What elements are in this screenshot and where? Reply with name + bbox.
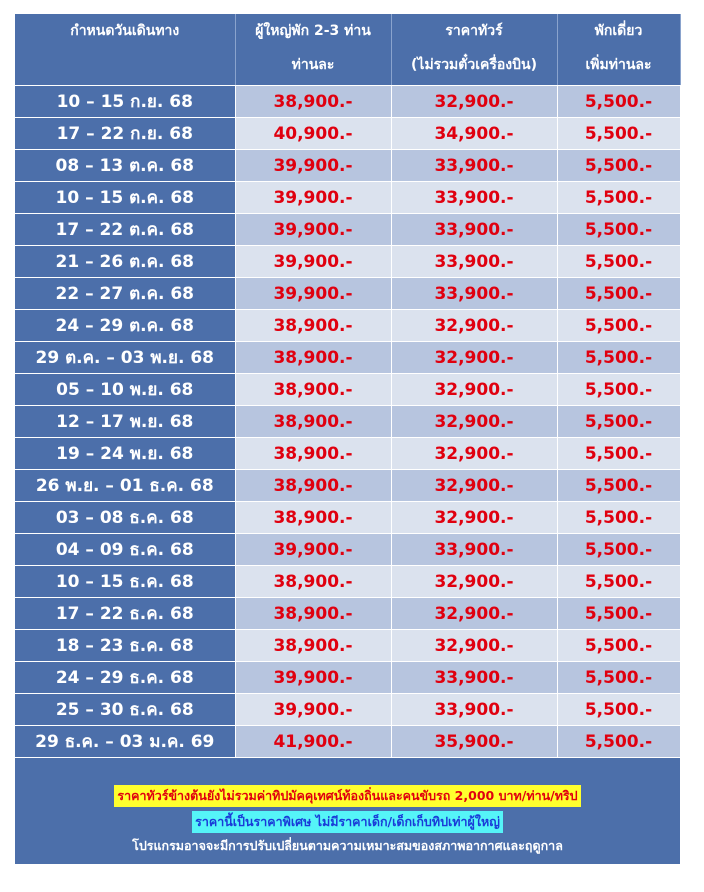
travel-date-cell: 12 – 17 พ.ย. 68 bbox=[15, 406, 235, 438]
table-row bbox=[15, 566, 680, 598]
travel-date-cell: 17 – 22 ต.ค. 68 bbox=[15, 214, 235, 246]
single-supplement-cell: 5,500.- bbox=[557, 150, 680, 182]
tour-price-cell: 32,900.- bbox=[391, 566, 557, 598]
table-row bbox=[15, 726, 680, 758]
travel-date-cell: 18 – 23 ธ.ค. 68 bbox=[15, 630, 235, 662]
tour-price-cell: 32,900.- bbox=[391, 342, 557, 374]
table-body bbox=[15, 86, 680, 758]
single-supplement-cell: 5,500.- bbox=[557, 214, 680, 246]
table-row bbox=[15, 598, 680, 630]
program-change-note: โปรแกรมอาจจะมีการปรับเปลี่ยนตามความเหมาะสมของสภาพอากาศและฤดูกาล bbox=[132, 838, 563, 853]
adult-price-cell: 39,900.- bbox=[235, 246, 391, 278]
table-row bbox=[15, 214, 680, 246]
adult-price-cell: 39,900.- bbox=[235, 150, 391, 182]
single-supplement-cell: 5,500.- bbox=[557, 118, 680, 150]
travel-date-cell: 26 พ.ย. – 01 ธ.ค. 68 bbox=[15, 470, 235, 502]
tour-price-cell: 32,900.- bbox=[391, 86, 557, 118]
adult-price-cell: 38,900.- bbox=[235, 566, 391, 598]
header-adult-price bbox=[235, 14, 391, 86]
travel-date-cell: 24 – 29 ต.ค. 68 bbox=[15, 310, 235, 342]
adult-price-cell: 38,900.- bbox=[235, 310, 391, 342]
travel-date-cell: 25 – 30 ธ.ค. 68 bbox=[15, 694, 235, 726]
header-tour-price-line2: (ไม่รวมตั๋วเครื่องบิน) bbox=[411, 57, 537, 73]
table-row bbox=[15, 86, 680, 118]
tour-price-cell: 34,900.- bbox=[391, 118, 557, 150]
travel-date-cell: 03 – 08 ธ.ค. 68 bbox=[15, 502, 235, 534]
header-single-supplement bbox=[557, 14, 680, 86]
special-price-note: ราคานี้เป็นราคาพิเศษ ไม่มีราคาเด็ก/เด็กเก็บทิปเท่าผู้ใหญ่ bbox=[192, 811, 503, 833]
travel-date-cell: 10 – 15 ต.ค. 68 bbox=[15, 182, 235, 214]
single-supplement-cell: 5,500.- bbox=[557, 662, 680, 694]
travel-date-cell: 08 – 13 ต.ค. 68 bbox=[15, 150, 235, 182]
header-tour-price bbox=[391, 14, 557, 86]
travel-date-cell: 10 – 15 ก.ย. 68 bbox=[15, 86, 235, 118]
table-row bbox=[15, 342, 680, 374]
single-supplement-cell: 5,500.- bbox=[557, 406, 680, 438]
single-supplement-cell: 5,500.- bbox=[557, 630, 680, 662]
tour-price-cell: 35,900.- bbox=[391, 726, 557, 758]
single-supplement-cell: 5,500.- bbox=[557, 598, 680, 630]
single-supplement-cell: 5,500.- bbox=[557, 374, 680, 406]
adult-price-cell: 39,900.- bbox=[235, 694, 391, 726]
tour-price-cell: 32,900.- bbox=[391, 630, 557, 662]
tour-price-cell: 33,900.- bbox=[391, 662, 557, 694]
tour-price-cell: 33,900.- bbox=[391, 214, 557, 246]
tour-price-cell: 33,900.- bbox=[391, 182, 557, 214]
single-supplement-cell: 5,500.- bbox=[557, 566, 680, 598]
single-supplement-cell: 5,500.- bbox=[557, 310, 680, 342]
adult-price-cell: 41,900.- bbox=[235, 726, 391, 758]
travel-date-cell: 29 ต.ค. – 03 พ.ย. 68 bbox=[15, 342, 235, 374]
tour-price-cell: 33,900.- bbox=[391, 246, 557, 278]
adult-price-cell: 38,900.- bbox=[235, 342, 391, 374]
single-supplement-cell: 5,500.- bbox=[557, 726, 680, 758]
table-row bbox=[15, 118, 680, 150]
single-supplement-cell: 5,500.- bbox=[557, 438, 680, 470]
header-travel-date-line1: กำหนดวันเดินทาง bbox=[70, 23, 180, 39]
travel-date-cell: 10 – 15 ธ.ค. 68 bbox=[15, 566, 235, 598]
header-adult-price-line2: ท่านละ bbox=[291, 57, 335, 73]
tour-price-cell: 32,900.- bbox=[391, 374, 557, 406]
tour-price-table bbox=[15, 14, 681, 758]
table-row bbox=[15, 246, 680, 278]
table-header-row bbox=[15, 14, 680, 86]
table-row bbox=[15, 534, 680, 566]
single-supplement-cell: 5,500.- bbox=[557, 342, 680, 374]
travel-date-cell: 29 ธ.ค. – 03 ม.ค. 69 bbox=[15, 726, 235, 758]
adult-price-cell: 38,900.- bbox=[235, 470, 391, 502]
table-row bbox=[15, 406, 680, 438]
price-table-sheet bbox=[15, 14, 680, 864]
tour-price-cell: 33,900.- bbox=[391, 534, 557, 566]
table-row bbox=[15, 150, 680, 182]
adult-price-cell: 39,900.- bbox=[235, 214, 391, 246]
tour-price-cell: 33,900.- bbox=[391, 150, 557, 182]
adult-price-cell: 39,900.- bbox=[235, 182, 391, 214]
table-row bbox=[15, 502, 680, 534]
single-supplement-cell: 5,500.- bbox=[557, 278, 680, 310]
tour-price-cell: 32,900.- bbox=[391, 310, 557, 342]
adult-price-cell: 39,900.- bbox=[235, 662, 391, 694]
adult-price-cell: 38,900.- bbox=[235, 502, 391, 534]
table-row bbox=[15, 310, 680, 342]
single-supplement-cell: 5,500.- bbox=[557, 534, 680, 566]
tour-price-cell: 32,900.- bbox=[391, 502, 557, 534]
table-row bbox=[15, 662, 680, 694]
table-row bbox=[15, 438, 680, 470]
header-adult-price-line1: ผู้ใหญ่พัก 2-3 ท่าน bbox=[255, 23, 371, 39]
adult-price-cell: 40,900.- bbox=[235, 118, 391, 150]
single-supplement-cell: 5,500.- bbox=[557, 470, 680, 502]
travel-date-cell: 17 – 22 ธ.ค. 68 bbox=[15, 598, 235, 630]
adult-price-cell: 38,900.- bbox=[235, 630, 391, 662]
travel-date-cell: 22 – 27 ต.ค. 68 bbox=[15, 278, 235, 310]
single-supplement-cell: 5,500.- bbox=[557, 86, 680, 118]
travel-date-cell: 19 – 24 พ.ย. 68 bbox=[15, 438, 235, 470]
tour-price-cell: 32,900.- bbox=[391, 438, 557, 470]
travel-date-cell: 21 – 26 ต.ค. 68 bbox=[15, 246, 235, 278]
adult-price-cell: 39,900.- bbox=[235, 534, 391, 566]
tour-price-cell: 32,900.- bbox=[391, 470, 557, 502]
tour-price-cell: 32,900.- bbox=[391, 406, 557, 438]
tip-note: ราคาทัวร์ข้างต้นยังไม่รวมค่าทิปมัคคุเทศน์ท้องถิ่นและคนขับรถ 2,000 บาท/ท่าน/ทริป bbox=[114, 785, 580, 807]
table-row bbox=[15, 182, 680, 214]
adult-price-cell: 38,900.- bbox=[235, 438, 391, 470]
travel-date-cell: 17 – 22 ก.ย. 68 bbox=[15, 118, 235, 150]
single-supplement-cell: 5,500.- bbox=[557, 246, 680, 278]
adult-price-cell: 38,900.- bbox=[235, 406, 391, 438]
travel-date-cell: 04 – 09 ธ.ค. 68 bbox=[15, 534, 235, 566]
table-row bbox=[15, 374, 680, 406]
table-row bbox=[15, 278, 680, 310]
footer-notes bbox=[15, 779, 680, 856]
adult-price-cell: 38,900.- bbox=[235, 374, 391, 406]
table-row bbox=[15, 694, 680, 726]
header-tour-price-line1: ราคาทัวร์ bbox=[445, 23, 503, 39]
travel-date-cell: 05 – 10 พ.ย. 68 bbox=[15, 374, 235, 406]
adult-price-cell: 39,900.- bbox=[235, 278, 391, 310]
adult-price-cell: 38,900.- bbox=[235, 86, 391, 118]
header-single-line2: เพิ่มท่านละ bbox=[585, 57, 652, 73]
header-single-line1: พักเดี่ยว bbox=[594, 23, 643, 39]
header-travel-date bbox=[15, 14, 235, 86]
travel-date-cell: 24 – 29 ธ.ค. 68 bbox=[15, 662, 235, 694]
single-supplement-cell: 5,500.- bbox=[557, 694, 680, 726]
tour-price-cell: 32,900.- bbox=[391, 598, 557, 630]
single-supplement-cell: 5,500.- bbox=[557, 502, 680, 534]
adult-price-cell: 38,900.- bbox=[235, 598, 391, 630]
table-row bbox=[15, 470, 680, 502]
single-supplement-cell: 5,500.- bbox=[557, 182, 680, 214]
tour-price-cell: 33,900.- bbox=[391, 694, 557, 726]
tour-price-cell: 33,900.- bbox=[391, 278, 557, 310]
table-row bbox=[15, 630, 680, 662]
